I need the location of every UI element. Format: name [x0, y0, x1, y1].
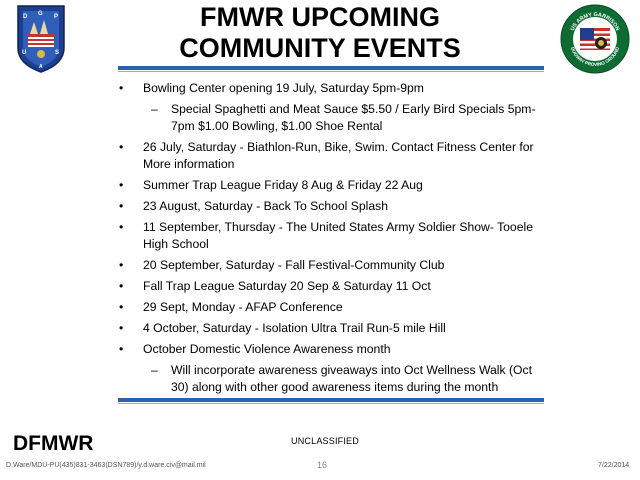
- list-item: [118, 257, 538, 274]
- event-text: October Domestic Violence Awareness month: [143, 342, 391, 356]
- dash-icon: –: [151, 363, 158, 377]
- page-number: 16: [317, 460, 328, 470]
- logo-letter: A: [39, 64, 43, 70]
- bullet-icon: •: [119, 140, 124, 154]
- bullet-icon: •: [119, 81, 124, 95]
- logo-letter: G: [38, 11, 43, 17]
- bullet-icon: •: [119, 258, 124, 272]
- bullet-icon: •: [119, 220, 124, 234]
- event-text: 29 Sept, Monday - AFAP Conference: [143, 300, 343, 314]
- bullet-icon: •: [119, 300, 124, 314]
- us-army-garrison-seal-icon: [560, 4, 630, 74]
- top-divider-accent: [118, 71, 544, 72]
- bullet-icon: •: [119, 199, 124, 213]
- event-text: 23 August, Saturday - Back To School Splash: [143, 199, 389, 213]
- seal-text-top: US ARMY GARRISON: [569, 11, 621, 32]
- sub-list-item: [118, 362, 538, 396]
- list-item: [118, 139, 538, 173]
- sub-event-text: Special Spaghetti and Meat Sauce $5.50 / Early Bird Specials 5pm-7pm $1.00 Bowling, $1.00 Shoe Rental: [171, 102, 536, 133]
- logo-letter: P: [54, 14, 59, 20]
- title-line-2: COMMUNITY EVENTS: [179, 33, 461, 63]
- event-text: 4 October, Saturday - Isolation Ultra Trail Run-5 mile Hill: [143, 321, 446, 335]
- event-list: [118, 80, 538, 400]
- page-title: [150, 2, 490, 64]
- list-item: [118, 299, 538, 316]
- org-label: DFMWR: [13, 432, 94, 455]
- event-text: 26 July, Saturday - Biathlon-Run, Bike, Swim. Contact Fitness Center for More information: [143, 140, 534, 171]
- logo-letter: U: [22, 50, 27, 56]
- bullet-icon: •: [119, 342, 124, 356]
- top-divider: [118, 66, 544, 70]
- bullet-icon: •: [119, 321, 124, 335]
- list-item: [118, 198, 538, 215]
- event-text: 20 September, Saturday - Fall Festival-Community Club: [143, 258, 445, 272]
- list-item: [118, 320, 538, 337]
- list-item: [118, 278, 538, 295]
- footer-date: 7/22/2014: [598, 462, 630, 469]
- list-item: [118, 177, 538, 194]
- bullet-icon: •: [119, 178, 124, 192]
- logo-letter: S: [55, 50, 60, 56]
- bottom-divider: [118, 398, 544, 402]
- title-line-1: FMWR UPCOMING: [200, 2, 440, 32]
- event-text: Fall Trap League Saturday 20 Sep & Saturday 11 Oct: [143, 279, 431, 293]
- sub-list-item: [118, 101, 538, 135]
- event-text: Summer Trap League Friday 8 Aug & Friday 22 Aug: [143, 178, 423, 192]
- logo-letter: D: [23, 14, 28, 20]
- contact-info: D.Ware/MDU-PU(435)831-3463(DSN789)/y.d.ware.civ@mail.mil: [6, 462, 206, 469]
- dash-icon: –: [151, 102, 158, 116]
- classification-label: UNCLASSIFIED: [291, 436, 359, 446]
- bottom-divider-accent: [118, 403, 544, 404]
- dugway-proving-ground-shield-icon: [14, 4, 68, 74]
- event-text: Bowling Center opening 19 July, Saturday 5pm-9pm: [143, 81, 424, 95]
- list-item: [118, 341, 538, 358]
- sub-event-text: Will incorporate awareness giveaways into Oct Wellness Walk (Oct 30) along with other good awareness items during the month: [171, 363, 533, 394]
- bullet-icon: •: [119, 279, 124, 293]
- list-item: [118, 219, 538, 253]
- event-text: 11 September, Thursday - The United States Army Soldier Show- Tooele High School: [143, 220, 533, 251]
- seal-text-bottom: DUGWAY PROVING GROUND: [569, 46, 621, 68]
- list-item: [118, 80, 538, 97]
